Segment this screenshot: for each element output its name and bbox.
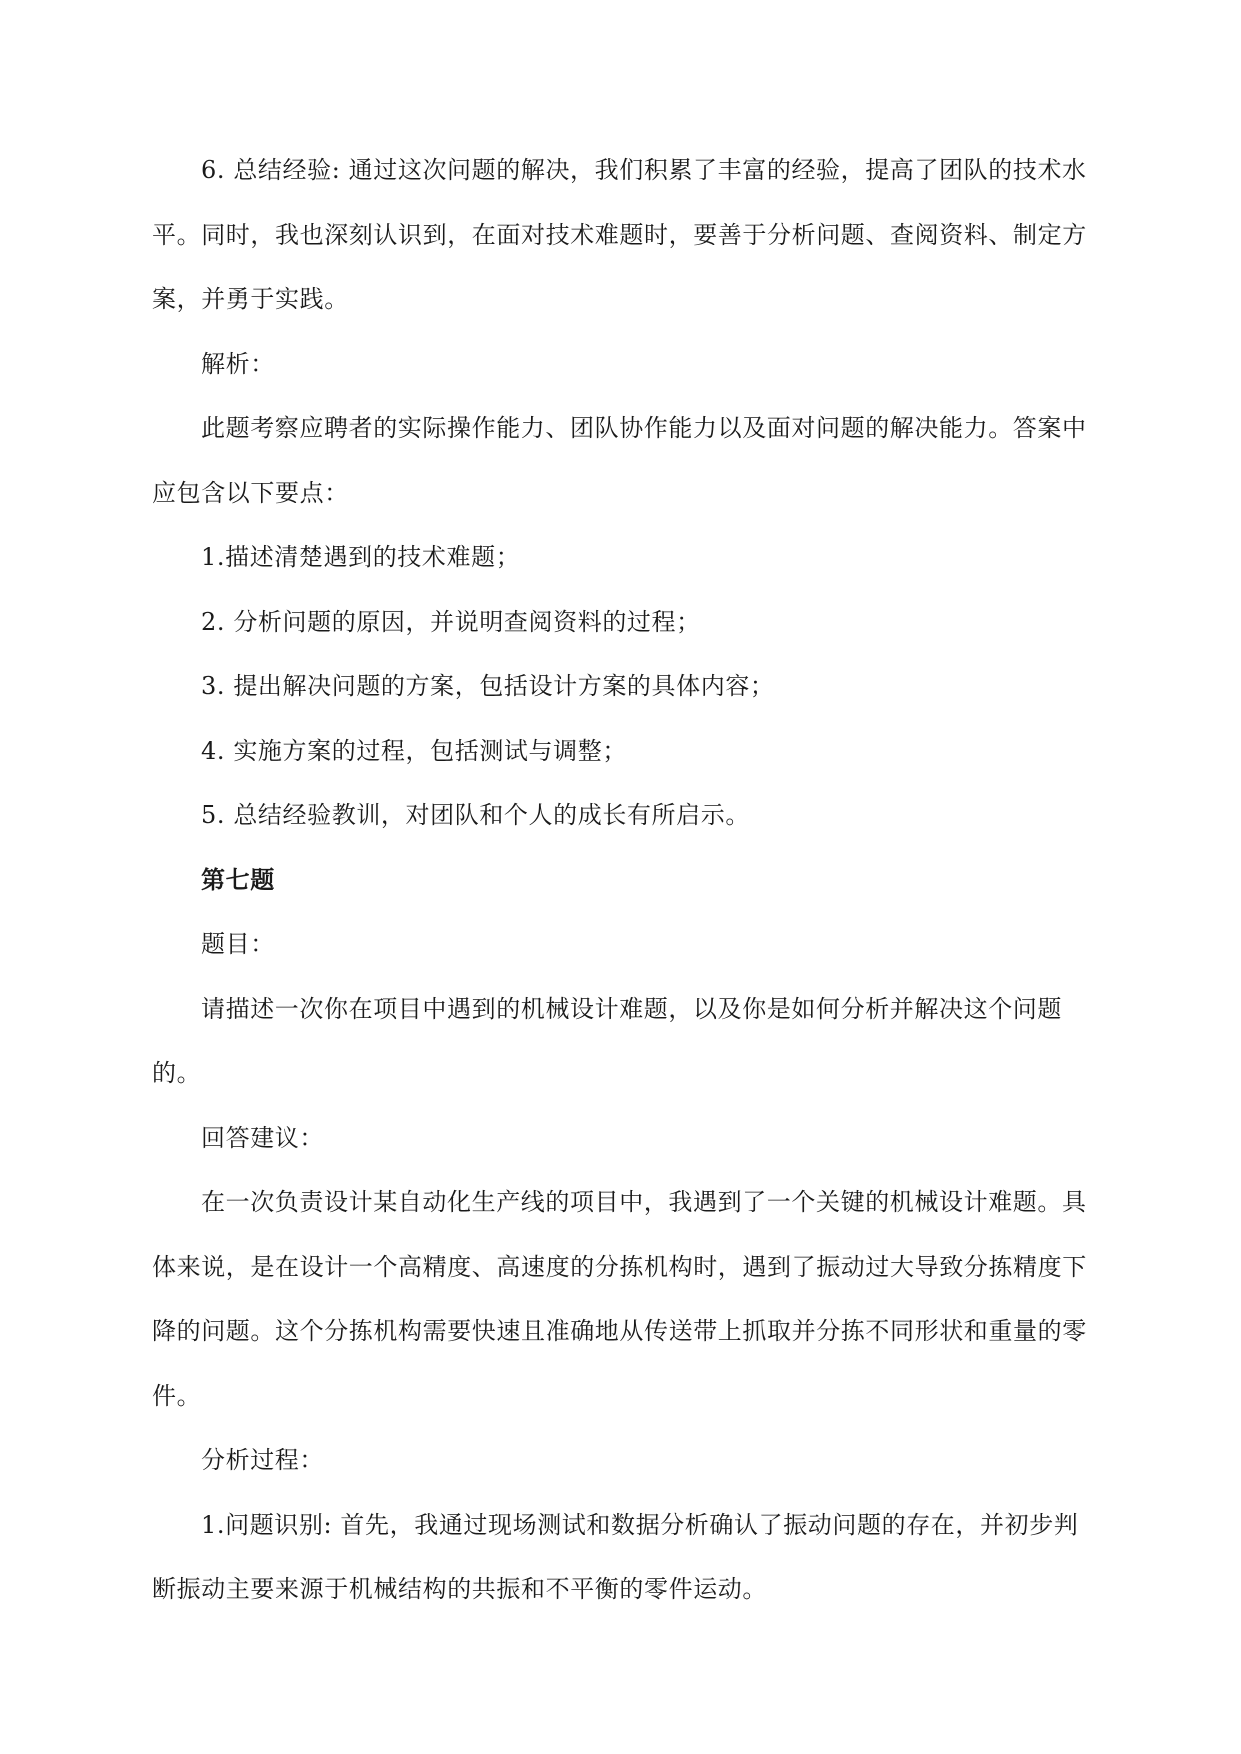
analysis-label: 解析： (201, 349, 275, 378)
answer-label: 回答建议： (201, 1123, 324, 1152)
question-text: 请描述一次你在项目中遇到的机械设计难题，以及你是如何分析并解决这个问题的。 (152, 994, 1062, 1087)
answer-paragraph: 在一次负责设计某自动化生产线的项目中，我遇到了一个关键的机械设计难题。具体来说，是在设计一个高精度、高速度的分拣机构时，遇到了振动过大导致分拣精度下降的问题。这个分拣机构需要快速且准确地从传送带上抓取并分拣不同形状和重量的零件。 (152, 1188, 1087, 1410)
question-label: 题目： (201, 930, 275, 958)
step-paragraph: 1.问题识别: 首先，我通过现场测试和数据分析确认了振动问题的存在，并初步判断振动主要来源于机械结构的共振和不平衡的零件运动。 (152, 1510, 1079, 1603)
list-item: 3. 提出解决问题的方案，包括设计方案的具体内容； (201, 672, 775, 700)
list-item: 2. 分析问题的原因，并说明查阅资料的过程； (201, 607, 701, 636)
summary-paragraph: 6. 总结经验: 通过这次问题的解决，我们积累了丰富的经验，提高了团队的技术水平。同时，我也深刻认识到，在面对技术难题时，要善于分析问题、查阅资料、制定方案，并勇于实践。 (152, 156, 1087, 313)
list-item: 1.描述清楚遇到的技术难题； (201, 543, 521, 571)
process-label: 分析过程： (201, 1446, 324, 1474)
list-item: 4. 实施方案的过程，包括测试与调整； (201, 736, 627, 765)
list-item: 5. 总结经验教训，对团队和个人的成长有所启示。 (201, 801, 750, 829)
analysis-intro: 此题考察应聘者的实际操作能力、团队协作能力以及面对问题的解决能力。答案中应包含以下要点： (152, 414, 1087, 507)
section-heading: 第七题 (201, 865, 275, 894)
document-page (152, 138, 1097, 1622)
